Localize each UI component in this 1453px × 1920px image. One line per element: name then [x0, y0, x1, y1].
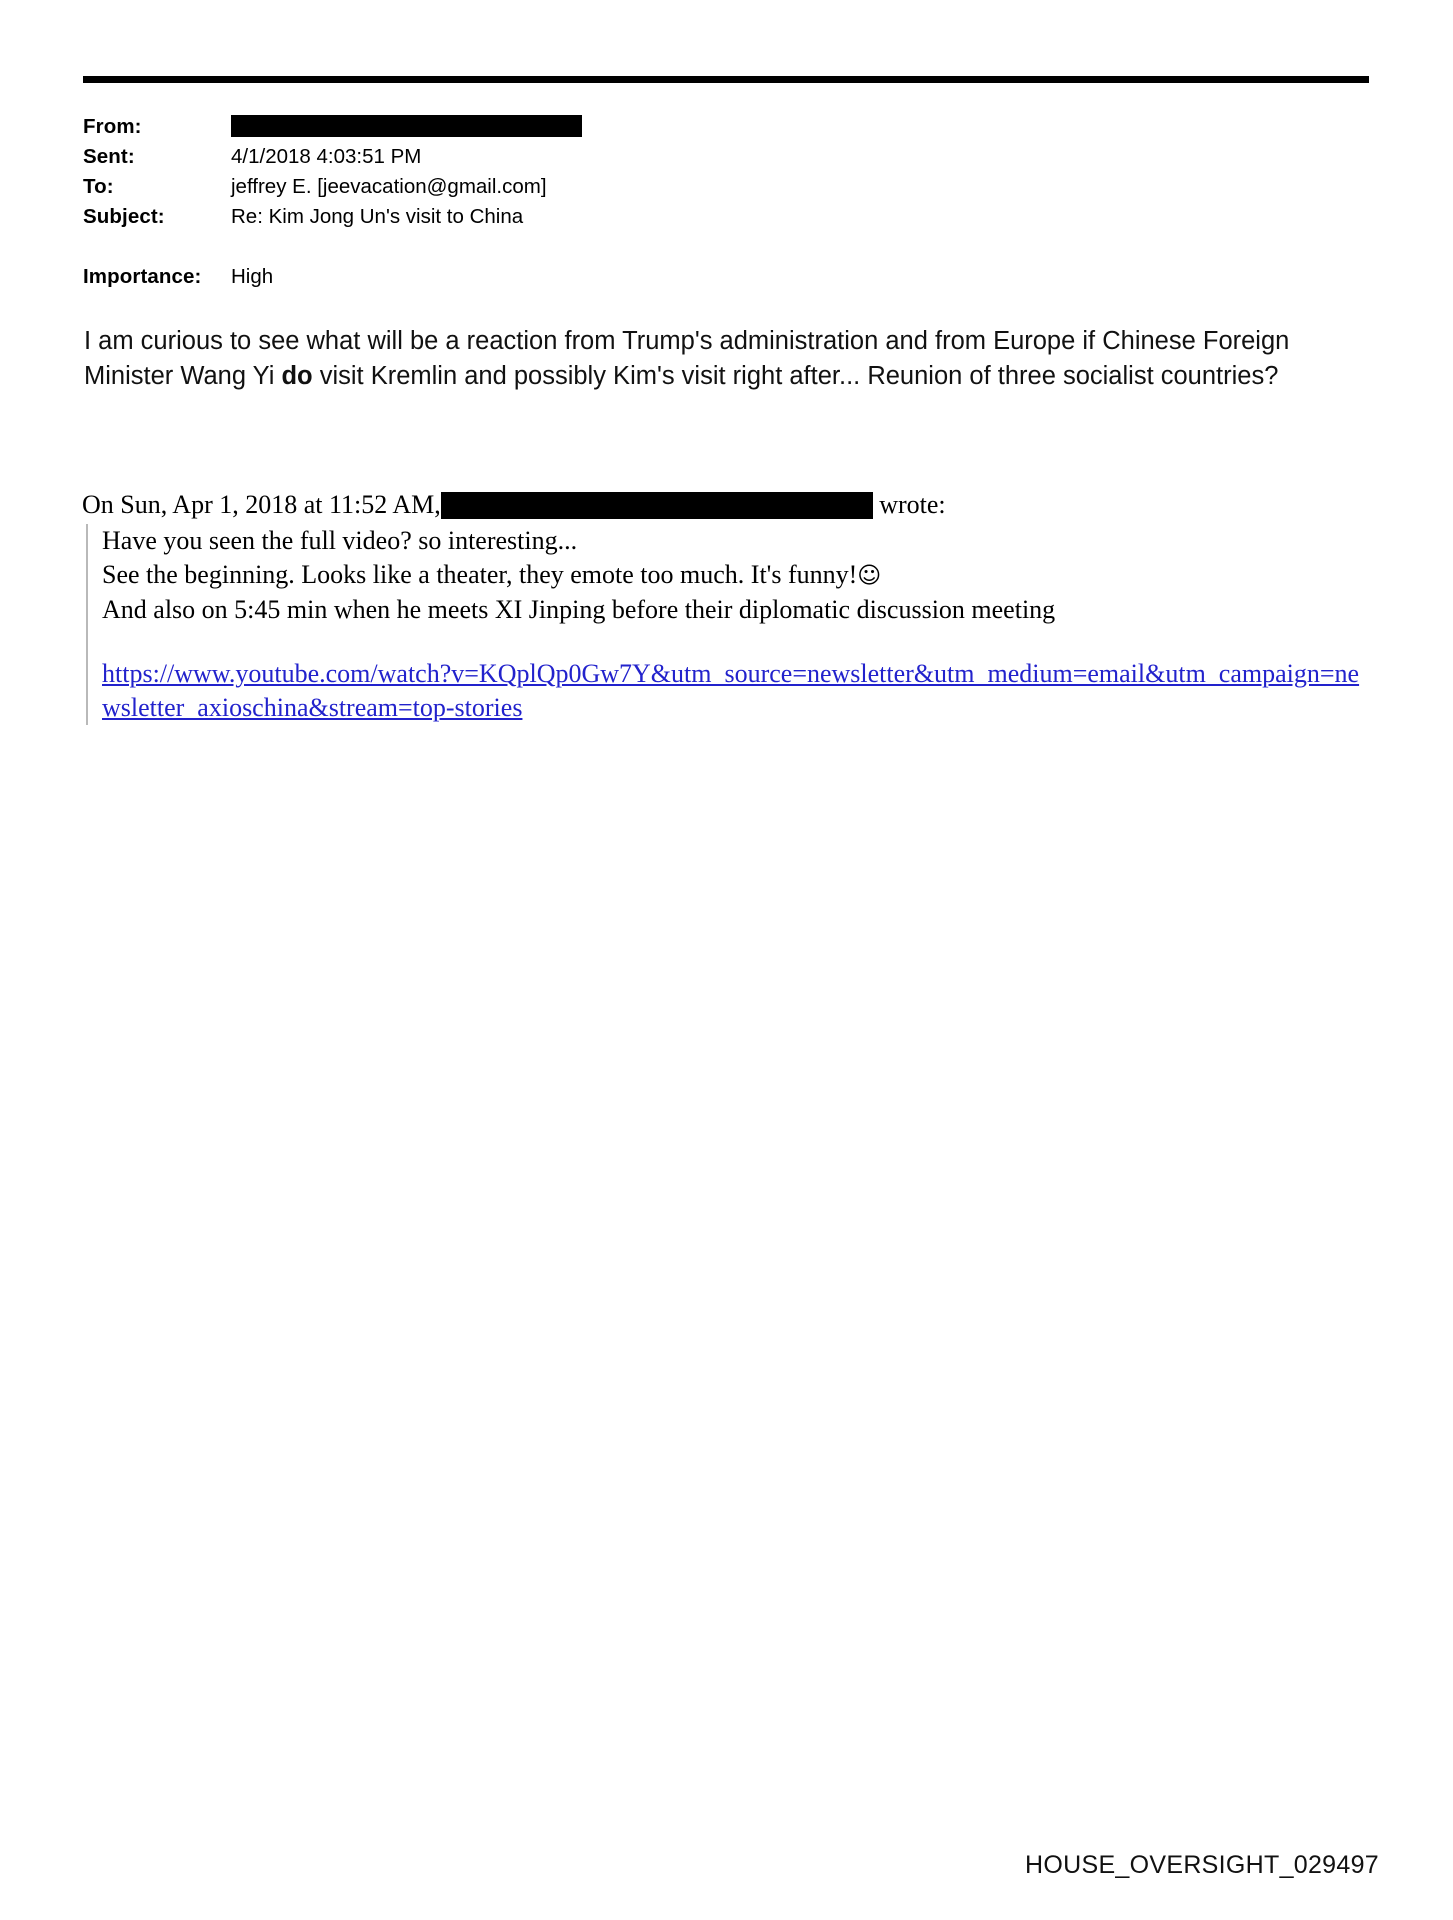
quoted-line [102, 558, 1382, 593]
header-value-from [231, 112, 582, 142]
header-label-to-text: To [83, 175, 107, 198]
header-row-importance [83, 262, 273, 292]
quoted-line: And also on 5:45 min when he meets XI Jinping before their diplomatic discussion meeting [102, 595, 1056, 624]
quoted-line-text: See the beginning. Looks like a theater, they emote too much. It's funny! [102, 560, 858, 589]
youtube-link[interactable]: https://www.youtube.com/watch?v=KQplQp0Gw7Y&utm_source=newsletter&utm_medium=email&utm_campaign=newsletter_axioschina&stream=top-stories [102, 659, 1360, 722]
smiley-face-icon: ☺ [857, 563, 882, 589]
header-value-importance: High [231, 265, 274, 288]
bates-number: HOUSE_OVERSIGHT_029497 [1025, 1851, 1379, 1879]
header-row-from [83, 112, 1363, 142]
header-value-sent: 4/1/2018 4:03:51 PM [231, 145, 422, 168]
header-label-sent [83, 142, 231, 172]
header-row-subject [83, 202, 1363, 232]
email-header-block [83, 112, 1363, 232]
email-body-part1: I am curious to see what will be a reaction from Trump's administration and from Europe if Chinese Foreign Minister Wang Yi [84, 327, 1290, 390]
header-value-subject: Re: Kim Jong Un's visit to China [231, 205, 524, 228]
header-label-sent-text: Sent [83, 145, 128, 168]
header-label-importance-text: Importance [83, 265, 195, 288]
header-colon: : [134, 115, 142, 138]
header-row-to [83, 172, 1363, 202]
header-colon: : [194, 265, 202, 288]
header-label-from [83, 112, 231, 142]
header-divider-rule [83, 76, 1369, 83]
header-label-subject-text: Subject [83, 205, 158, 228]
header-value-to: jeffrey E. [jeevacation@gmail.com] [231, 175, 547, 198]
redaction-bar-quote-sender [441, 492, 873, 519]
email-body-text [84, 324, 1374, 394]
header-colon: : [157, 205, 165, 228]
quote-attribution-prefix: On Sun, Apr 1, 2018 at 11:52 AM, [82, 490, 441, 519]
quote-attribution-line [82, 488, 1382, 522]
header-colon: : [106, 175, 114, 198]
quoted-message-block [82, 488, 1382, 725]
header-label-to [83, 172, 231, 202]
header-label-subject [83, 202, 231, 232]
email-body-emphasis: do [281, 362, 313, 390]
header-row-sent [83, 142, 1363, 172]
quoted-line: Have you seen the full video? so interesting... [102, 526, 578, 555]
header-label-from-text: From [83, 115, 135, 138]
redaction-bar-from [231, 115, 582, 137]
quoted-text-body [86, 524, 1382, 725]
header-colon: : [127, 145, 135, 168]
header-label-importance [83, 262, 231, 292]
quote-attribution-suffix: wrote: [879, 490, 946, 519]
email-body-part2: visit Kremlin and possibly Kim's visit right after... Reunion of three socialist countries? [312, 362, 1279, 390]
